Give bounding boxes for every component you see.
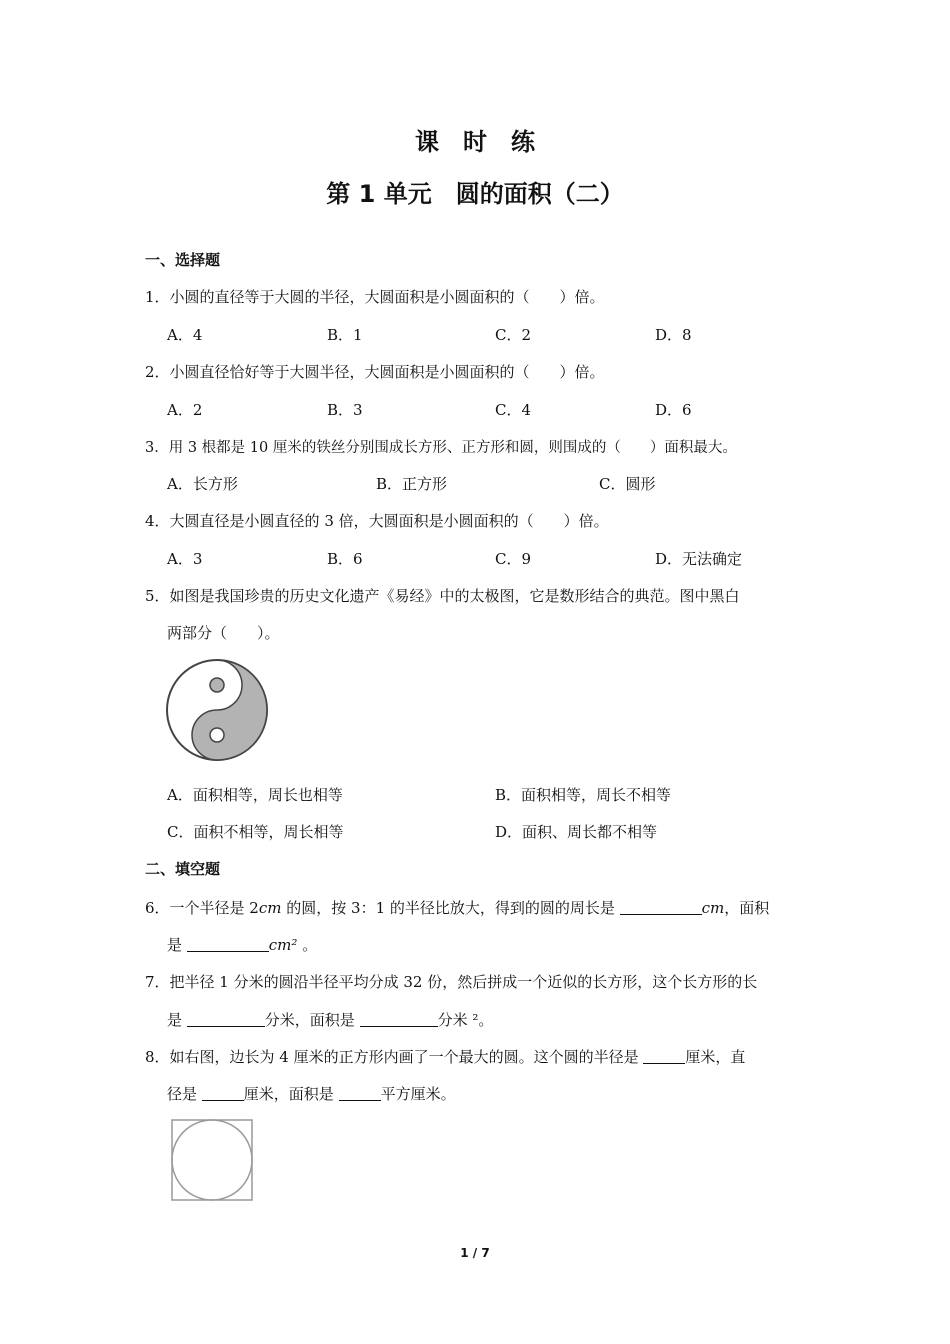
q2-option-b: B．3 [327,401,363,419]
q4-option-c: C．9 [495,550,532,568]
question-5-line1: 5．如图是我国珍贵的历史文化遗产《易经》中的太极图，它是数形结合的典范。图中黑白 [145,587,740,605]
q6-text-5: 。 [297,936,318,954]
q1-option-a: A．4 [167,326,203,344]
q3-option-a: A．长方形 [167,475,238,493]
question-4: 4．大圆直径是小圆直径的 3 倍，大圆面积是小圆面积的（ ）倍。 [145,512,609,530]
q4-option-a: A．3 [167,550,203,568]
q7-blank-area[interactable] [360,1011,438,1027]
q6-blank-area[interactable] [187,936,269,952]
q2-option-d: D．6 [655,401,692,419]
q2-option-a: A．2 [167,401,203,419]
q7-text-2: 是 [167,1011,187,1029]
question-3: 3．用 3 根都是 10 厘米的铁丝分别围成长方形、正方形和圆，则围成的（ ）面积最大。 [145,440,737,456]
q1-option-d: D．8 [655,326,692,344]
q2-option-c: C．4 [495,401,532,419]
question-6-line1 [145,897,769,918]
q6-blank-circumference[interactable] [620,899,702,915]
question-7-line1: 7．把半径 1 分米的圆沿半径平均分成 32 份，然后拼成一个近似的长方形，这个长方形的长 [145,973,758,991]
q6-text-3: ，面积 [724,899,770,917]
q8-blank-area[interactable] [339,1085,381,1101]
q3-option-c: C．圆形 [599,475,656,493]
q7-text-4: 分米 ²。 [437,1011,494,1029]
section-choice: 一、选择题 [145,251,221,269]
q8-text-1: 8．如右图，边长为 4 厘米的正方形内画了一个最大的圆。这个圆的半径是 [145,1048,644,1066]
q8-text-5: 平方厘米。 [380,1085,456,1103]
page-number: 1 / 7 [460,1246,490,1260]
q6-text-4: 是 [167,936,187,954]
q6-unit-cm: cm [258,899,282,917]
q1-option-c: C．2 [495,326,532,344]
question-8-line1 [145,1046,745,1067]
question-5-line2: 两部分（ ）。 [167,624,280,642]
q8-text-3: 径是 [167,1085,202,1103]
q3-option-b: B．正方形 [376,475,448,493]
question-7-line2 [167,1009,493,1030]
question-6-line2 [167,934,317,955]
q1-option-b: B．1 [327,326,363,344]
page-subtitle: 第 1 单元 圆的面积（二） [326,180,624,208]
q6-unit-cm2: cm² [268,936,298,954]
q7-blank-length[interactable] [187,1011,265,1027]
q8-blank-diameter[interactable] [202,1085,244,1101]
q8-text-2: 厘米，直 [685,1048,746,1066]
q4-option-b: B．6 [327,550,363,568]
q8-text-4: 厘米，面积是 [243,1085,339,1103]
q8-blank-radius[interactable] [643,1048,685,1064]
q4-option-d: D．无法确定 [655,550,743,568]
question-2: 2．小圆直径恰好等于大圆半径，大圆面积是小圆面积的（ ）倍。 [145,363,605,381]
q5-option-b: B．面积相等，周长不相等 [495,786,672,804]
q6-text-2: 的圆，按 3：1 的半径比放大，得到的圆的周长是 [281,899,620,917]
q6-unit-cm-after: cm [701,899,725,917]
q7-text-3: 分米，面积是 [264,1011,360,1029]
square-circle-figure [170,1118,254,1202]
question-8-line2 [167,1083,456,1104]
q5-option-d: D．面积、周长都不相等 [495,823,658,841]
q5-option-a: A．面积相等，周长也相等 [167,786,343,804]
question-1: 1．小圆的直径等于大圆的半径，大圆面积是小圆面积的（ ）倍。 [145,288,605,306]
q6-text-1: 6．一个半径是 2 [145,899,259,917]
page-title: 课 时 练 [415,128,535,156]
taiji-figure [163,656,271,764]
q5-option-c: C．面积不相等，周长相等 [167,823,344,841]
section-fill: 二、填空题 [145,860,221,878]
